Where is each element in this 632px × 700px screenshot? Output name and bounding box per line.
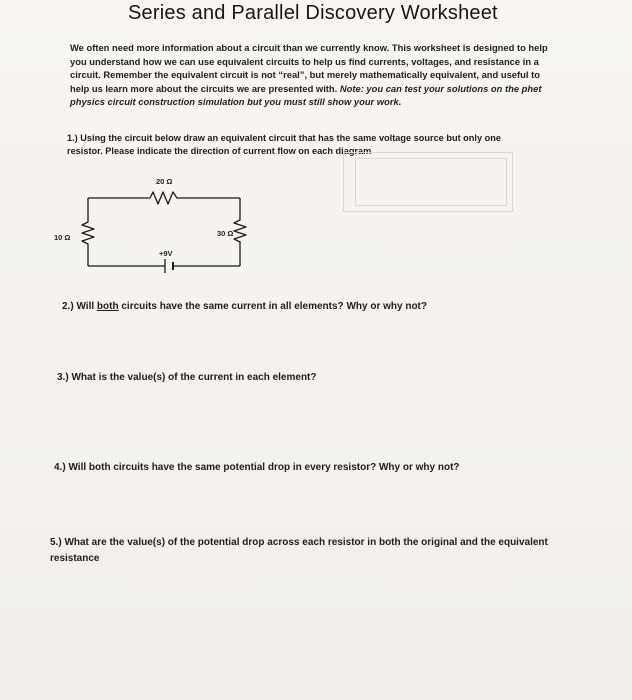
question-2-suffix: circuits have the same current in all elements? Why or why not? <box>118 301 427 312</box>
label-r-top: 20 Ω <box>156 177 173 186</box>
question-5: 5.) What are the value(s) of the potential drop across each resistor in both the original and the equivalent resistance <box>50 537 548 564</box>
label-r-left: 10 Ω <box>54 233 71 242</box>
intro-paragraph <box>70 41 550 109</box>
intro-note: Note: you can test your solutions on the phet physics circuit construction simulation but you must still show your work. <box>70 82 542 108</box>
top-wire <box>88 192 240 204</box>
question-2-underlined: both <box>96 301 119 312</box>
left-wire <box>82 198 94 266</box>
question-2 <box>62 300 482 314</box>
page-title: Series and Parallel Discovery Worksheet <box>128 2 498 24</box>
right-wire <box>234 198 246 266</box>
label-r-right: 30 Ω <box>217 229 234 238</box>
intro-text: We often need more information about a circuit than we currently know. This worksheet is designed to help you understand how we can use equivalent circuits to help us find currents, voltages, and resistance in a circuit. Remember the equivalent circuit is not “real”, but merely mathematically equivalent, and useful to help us learn more about the circuits we are presented with. <box>70 42 548 94</box>
question-4: 4.) Will both circuits have the same potential drop in every resistor? Why or why not? <box>54 462 460 473</box>
label-source: +9V <box>159 249 173 258</box>
question-1: 1.) Using the circuit below draw an equivalent circuit that has the same voltage source but only one resistor. Please indicate the direction of current flow on each diagram <box>67 133 501 156</box>
question-2-prefix: 2.) Will <box>62 301 97 312</box>
bleed-through-box <box>355 158 507 206</box>
question-3: 3.) What is the value(s) of the current in each element? <box>57 372 317 383</box>
circuit-diagram <box>52 170 282 280</box>
